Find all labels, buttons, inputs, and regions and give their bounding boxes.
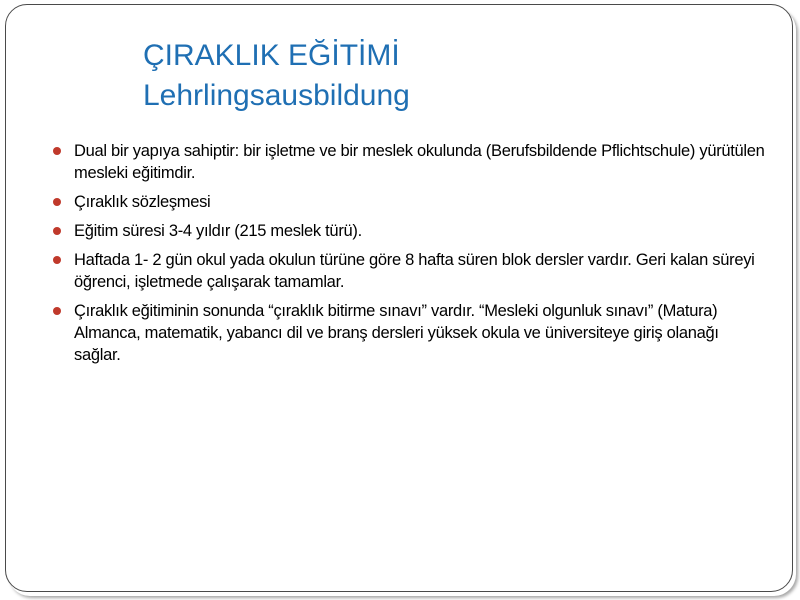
bullet-item	[46, 249, 766, 293]
title-line-german: Lehrlingsausbildung	[143, 79, 410, 112]
bullet-dot-icon	[53, 227, 61, 235]
bullet-item	[46, 191, 766, 213]
bullet-item	[46, 140, 766, 184]
slide-title	[143, 36, 743, 116]
bullet-dot-icon	[53, 256, 61, 264]
bullet-text: Dual bir yapıya sahiptir: bir işletme ve bir meslek okulunda (Berufsbildende Pflichtschule) yürütülen mesleki eğitimdir.	[74, 142, 765, 182]
bullet-text: Çıraklık sözleşmesi	[74, 193, 211, 211]
bullet-item	[46, 300, 766, 366]
bullet-dot-icon	[53, 147, 61, 155]
bullet-item	[46, 220, 766, 242]
bullet-text: Çıraklık eğitiminin sonunda “çıraklık bitirme sınavı” vardır. “Mesleki olgunluk sınavı” (Matura) Almanca, matematik, yabancı dil ve branş dersleri yüksek okula ve üniversiteye giriş olanağı sağlar.	[74, 302, 719, 364]
title-line-turkish: ÇIRAKLIK EĞİTİMİ	[143, 39, 400, 72]
bullet-list	[46, 140, 766, 373]
bullet-text: Eğitim süresi 3-4 yıldır (215 meslek türü).	[74, 222, 362, 240]
bullet-dot-icon	[53, 307, 61, 315]
bullet-dot-icon	[53, 198, 61, 206]
bullet-text: Haftada 1- 2 gün okul yada okulun türüne göre 8 hafta süren blok dersler vardır. Geri kalan süreyi öğrenci, işletmede çalışarak tamamlar.	[74, 251, 755, 291]
